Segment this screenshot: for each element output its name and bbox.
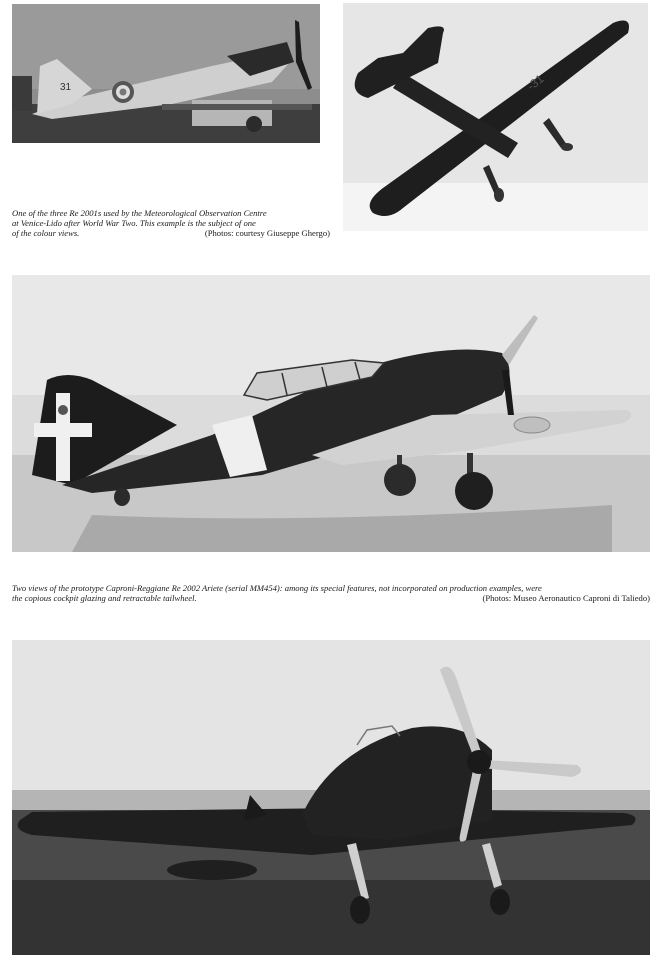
caption-re2001 bbox=[12, 208, 330, 238]
caption-line: of the colour views. bbox=[12, 228, 80, 238]
aircraft-photo-image bbox=[12, 4, 320, 143]
photo-re2001-parked bbox=[12, 4, 320, 143]
svg-text:-31: -31 bbox=[524, 71, 547, 94]
aircraft-photo-image bbox=[12, 640, 650, 955]
caption-line: the copious cockpit glazing and retractable tailwheel. bbox=[12, 593, 197, 603]
caption-re2002 bbox=[12, 583, 650, 603]
photo-re2002-side-view bbox=[12, 275, 650, 552]
caption-line: One of the three Re 2001s used by the Meteorological Observation Centre bbox=[12, 208, 267, 218]
photo-re2002-front-view bbox=[12, 640, 650, 955]
photo-re2001-in-flight bbox=[343, 3, 648, 231]
svg-text:31: 31 bbox=[60, 82, 72, 93]
caption-line: at Venice-Lido after World War Two. This example is the subject of one bbox=[12, 218, 256, 228]
aircraft-photo-image bbox=[343, 3, 648, 231]
photo-credit: (Photos: Museo Aeronautico Caproni di Taliedo) bbox=[482, 593, 650, 603]
aircraft-photo-image bbox=[12, 275, 650, 552]
caption-line: Two views of the prototype Caproni-Reggiane Re 2002 Ariete (serial MM454): among its special features, not incorporated on production examples, were bbox=[12, 583, 542, 593]
photo-credit: (Photos: courtesy Giuseppe Ghergo) bbox=[204, 228, 330, 238]
